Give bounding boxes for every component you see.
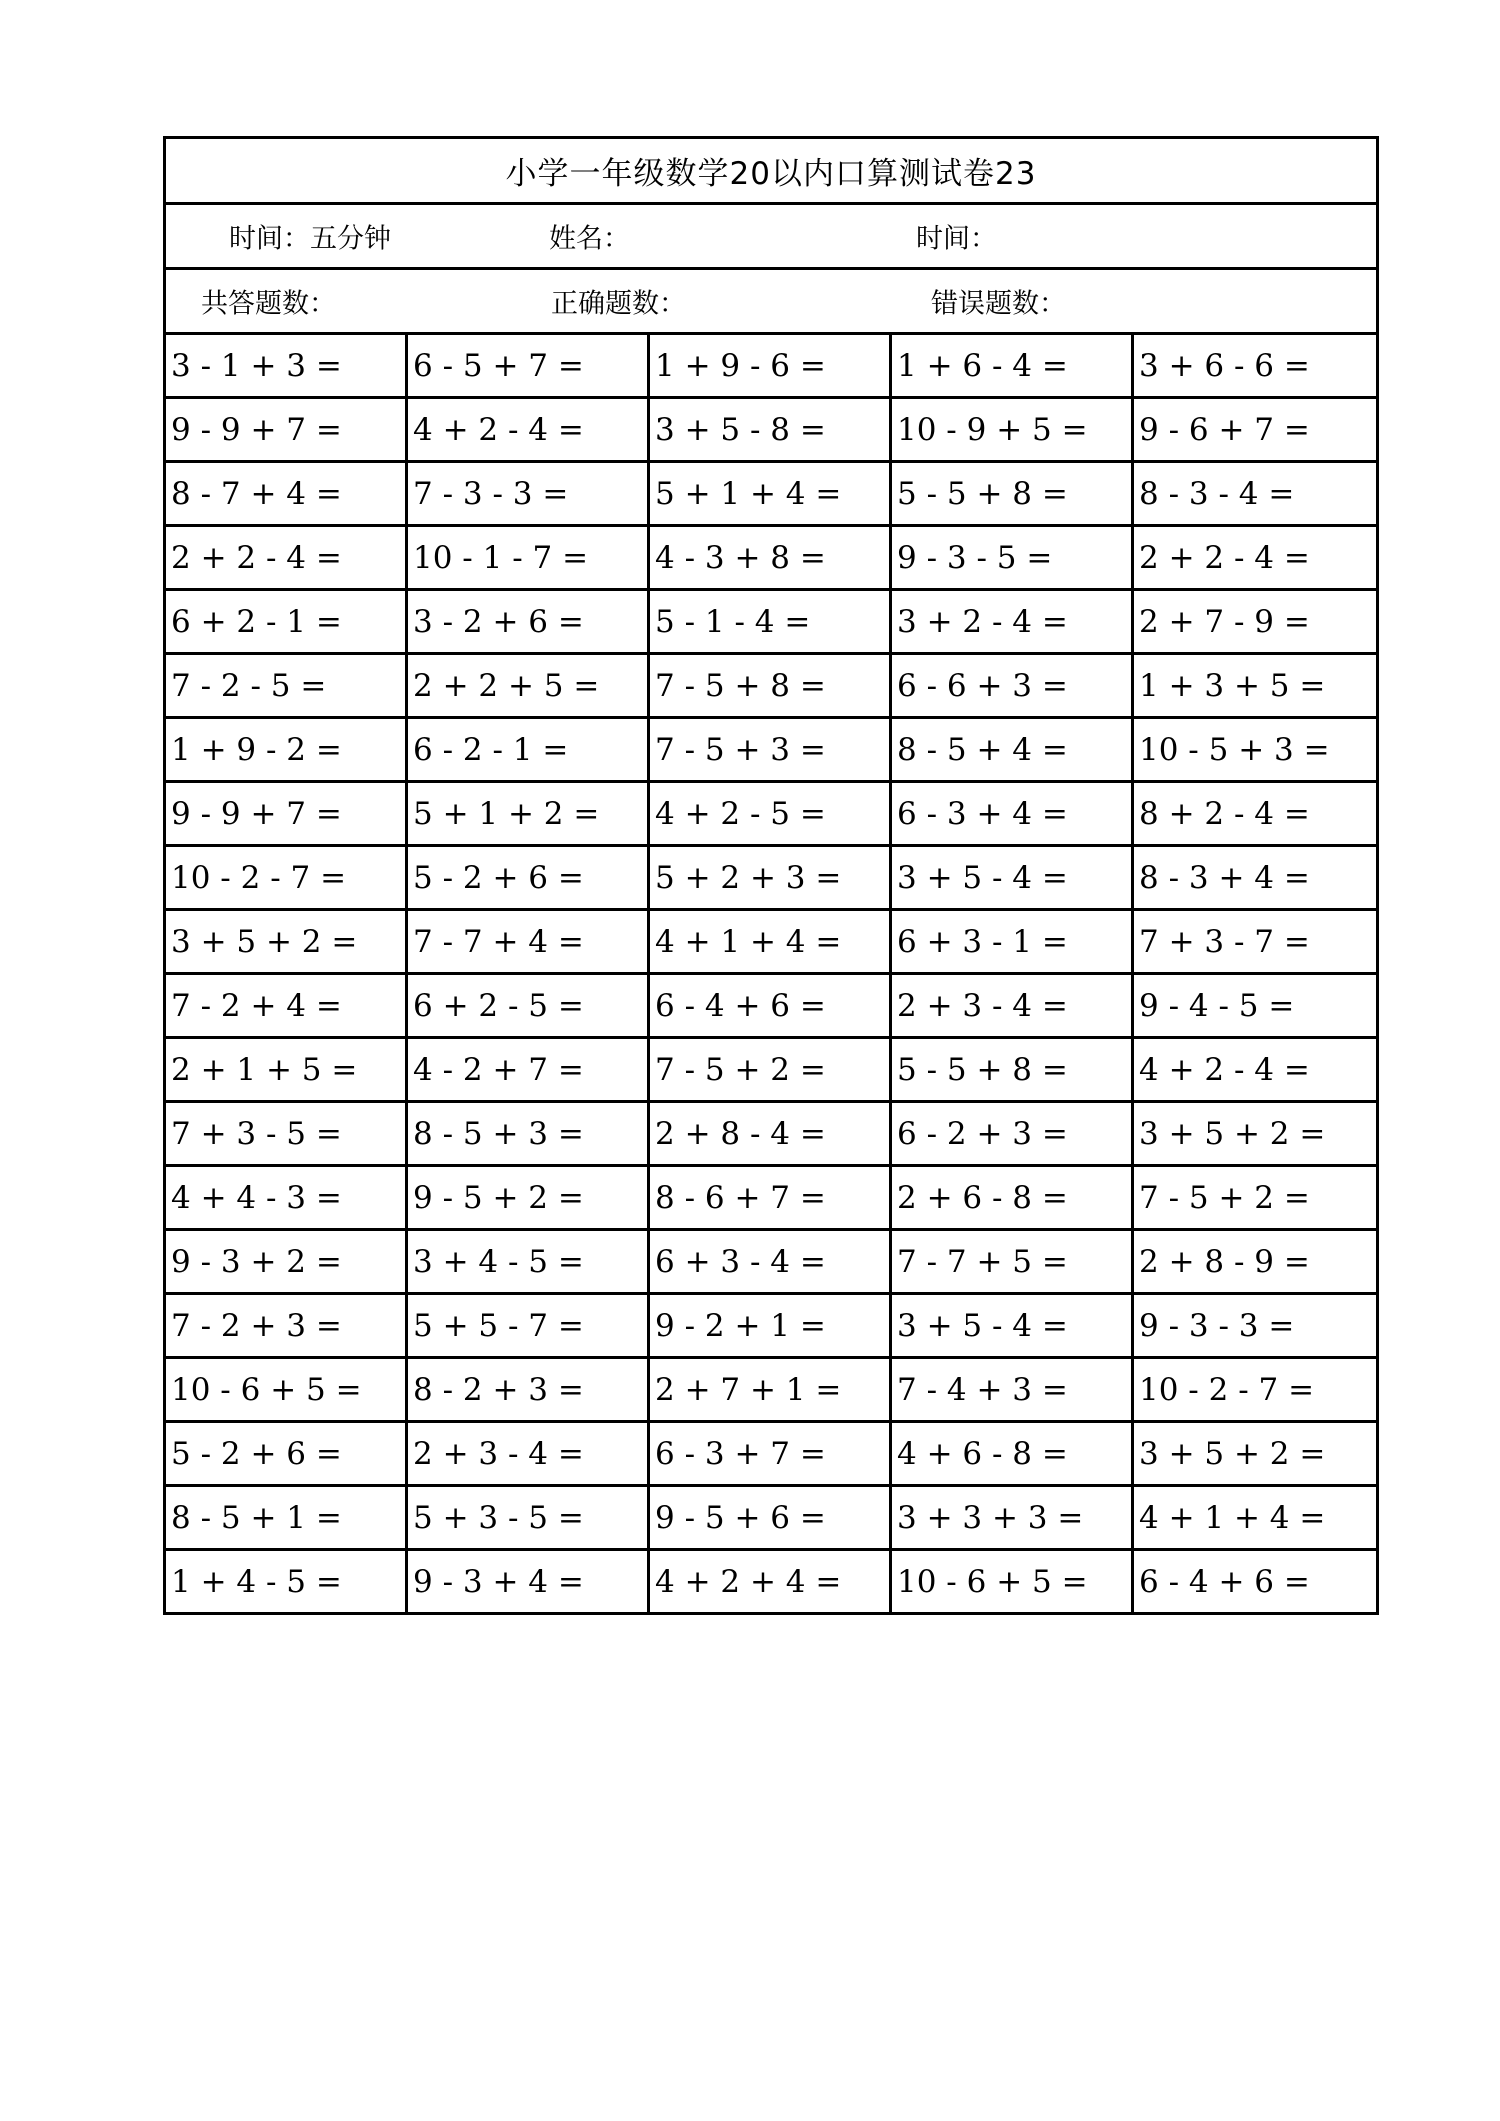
- problem-cell: 3 - 2 + 6 =: [408, 591, 650, 655]
- problem-cell: 6 + 2 - 5 =: [408, 975, 650, 1039]
- problem-cell: 7 + 3 - 7 =: [1134, 911, 1376, 975]
- problem-cell: 3 + 5 - 4 =: [892, 847, 1134, 911]
- problem-cell: 6 - 3 + 4 =: [892, 783, 1134, 847]
- problem-cell: 4 - 2 + 7 =: [408, 1039, 650, 1103]
- problem-cell: 7 - 2 - 5 =: [166, 655, 408, 719]
- problem-cell: 2 + 2 - 4 =: [166, 527, 408, 591]
- problem-cell: 4 + 2 - 4 =: [1134, 1039, 1376, 1103]
- problem-cell: 5 - 2 + 6 =: [408, 847, 650, 911]
- problem-cell: 2 + 3 - 4 =: [408, 1423, 650, 1487]
- problem-cell: 7 - 2 + 4 =: [166, 975, 408, 1039]
- time-field-label: 时间：: [916, 223, 997, 255]
- problem-cell: 10 - 6 + 5 =: [166, 1359, 408, 1423]
- problem-cell: 6 - 2 - 1 =: [408, 719, 650, 783]
- problem-cell: 10 - 1 - 7 =: [408, 527, 650, 591]
- problem-cell: 5 + 1 + 4 =: [650, 463, 892, 527]
- problem-cell: 3 + 6 - 6 =: [1134, 335, 1376, 399]
- name-field-label: 姓名：: [549, 223, 630, 255]
- problem-cell: 9 - 4 - 5 =: [1134, 975, 1376, 1039]
- problem-cell: 9 - 3 + 2 =: [166, 1231, 408, 1295]
- problem-cell: 8 - 6 + 7 =: [650, 1167, 892, 1231]
- problem-cell: 8 - 3 - 4 =: [1134, 463, 1376, 527]
- worksheet-title: 小学一年级数学20以内口算测试卷23: [166, 139, 1376, 205]
- problem-cell: 6 - 6 + 3 =: [892, 655, 1134, 719]
- problem-cell: 4 - 3 + 8 =: [650, 527, 892, 591]
- problem-cell: 10 - 2 - 7 =: [166, 847, 408, 911]
- problem-cell: 7 - 5 + 2 =: [1134, 1167, 1376, 1231]
- total-answered-label: 共答题数：: [201, 288, 336, 320]
- problem-cell: 2 + 7 + 1 =: [650, 1359, 892, 1423]
- problem-cell: 7 - 4 + 3 =: [892, 1359, 1134, 1423]
- problem-cell: 3 - 1 + 3 =: [166, 335, 408, 399]
- problem-cell: 7 - 7 + 5 =: [892, 1231, 1134, 1295]
- problem-cell: 7 + 3 - 5 =: [166, 1103, 408, 1167]
- problem-cell: 2 + 6 - 8 =: [892, 1167, 1134, 1231]
- problem-cell: 2 + 3 - 4 =: [892, 975, 1134, 1039]
- problem-cell: 10 - 9 + 5 =: [892, 399, 1134, 463]
- time-limit-label: 时间：五分钟: [229, 223, 391, 255]
- problem-cell: 6 - 2 + 3 =: [892, 1103, 1134, 1167]
- problem-cell: 2 + 7 - 9 =: [1134, 591, 1376, 655]
- problem-cell: 4 + 2 + 4 =: [650, 1551, 892, 1612]
- problem-cell: 4 + 2 - 4 =: [408, 399, 650, 463]
- problem-cell: 3 + 5 - 8 =: [650, 399, 892, 463]
- info-row-time-name: [166, 205, 1376, 270]
- problem-cell: 4 + 1 + 4 =: [650, 911, 892, 975]
- problem-cell: 9 - 3 - 3 =: [1134, 1295, 1376, 1359]
- problem-cell: 10 - 5 + 3 =: [1134, 719, 1376, 783]
- problem-cell: 9 - 5 + 2 =: [408, 1167, 650, 1231]
- problem-cell: 8 - 2 + 3 =: [408, 1359, 650, 1423]
- problem-cell: 1 + 9 - 2 =: [166, 719, 408, 783]
- problem-cell: 3 + 5 + 2 =: [1134, 1103, 1376, 1167]
- problem-cell: 3 + 5 + 2 =: [1134, 1423, 1376, 1487]
- problem-cell: 9 - 2 + 1 =: [650, 1295, 892, 1359]
- problem-cell: 5 + 3 - 5 =: [408, 1487, 650, 1551]
- problem-cell: 1 + 6 - 4 =: [892, 335, 1134, 399]
- problem-cell: 9 - 5 + 6 =: [650, 1487, 892, 1551]
- problem-cell: 3 + 4 - 5 =: [408, 1231, 650, 1295]
- problem-cell: 5 + 5 - 7 =: [408, 1295, 650, 1359]
- problem-cell: 2 + 1 + 5 =: [166, 1039, 408, 1103]
- problem-cell: 5 - 2 + 6 =: [166, 1423, 408, 1487]
- problem-cell: 9 - 3 - 5 =: [892, 527, 1134, 591]
- problem-cell: 6 - 5 + 7 =: [408, 335, 650, 399]
- problem-cell: 8 - 5 + 1 =: [166, 1487, 408, 1551]
- problem-cell: 7 - 3 - 3 =: [408, 463, 650, 527]
- problem-cell: 4 + 6 - 8 =: [892, 1423, 1134, 1487]
- problem-cell: 1 + 4 - 5 =: [166, 1551, 408, 1612]
- problem-cell: 8 - 5 + 3 =: [408, 1103, 650, 1167]
- problem-cell: 3 + 5 - 4 =: [892, 1295, 1134, 1359]
- problem-cell: 1 + 9 - 6 =: [650, 335, 892, 399]
- problem-cell: 7 - 5 + 3 =: [650, 719, 892, 783]
- wrong-count-label: 错误题数：: [931, 288, 1066, 320]
- problem-grid: [166, 335, 1376, 1612]
- problem-cell: 3 + 5 + 2 =: [166, 911, 408, 975]
- problem-cell: 3 + 3 + 3 =: [892, 1487, 1134, 1551]
- problem-cell: 2 + 8 - 4 =: [650, 1103, 892, 1167]
- problem-cell: 1 + 3 + 5 =: [1134, 655, 1376, 719]
- problem-cell: 2 + 2 + 5 =: [408, 655, 650, 719]
- problem-cell: 5 + 1 + 2 =: [408, 783, 650, 847]
- problem-cell: 9 - 3 + 4 =: [408, 1551, 650, 1612]
- problem-cell: 8 - 3 + 4 =: [1134, 847, 1376, 911]
- problem-cell: 5 - 5 + 8 =: [892, 1039, 1134, 1103]
- problem-cell: 5 - 1 - 4 =: [650, 591, 892, 655]
- problem-cell: 9 - 6 + 7 =: [1134, 399, 1376, 463]
- problem-cell: 9 - 9 + 7 =: [166, 399, 408, 463]
- problem-cell: 7 - 7 + 4 =: [408, 911, 650, 975]
- problem-cell: 5 + 2 + 3 =: [650, 847, 892, 911]
- problem-cell: 2 + 8 - 9 =: [1134, 1231, 1376, 1295]
- worksheet-table: [163, 136, 1379, 1615]
- problem-cell: 9 - 9 + 7 =: [166, 783, 408, 847]
- problem-cell: 7 - 2 + 3 =: [166, 1295, 408, 1359]
- problem-cell: 7 - 5 + 8 =: [650, 655, 892, 719]
- problem-cell: 8 + 2 - 4 =: [1134, 783, 1376, 847]
- problem-cell: 6 - 4 + 6 =: [1139, 1563, 1310, 1600]
- problem-cell: 4 + 4 - 3 =: [166, 1167, 408, 1231]
- problem-cell: 4 + 2 - 5 =: [650, 783, 892, 847]
- problem-cell: 4 + 1 + 4 =: [1134, 1487, 1376, 1551]
- problem-cell: 6 - 3 + 7 =: [650, 1423, 892, 1487]
- info-row-scores: [166, 270, 1376, 335]
- problem-cell: 5 - 5 + 8 =: [892, 463, 1134, 527]
- problem-cell: 8 - 7 + 4 =: [166, 463, 408, 527]
- correct-count-label: 正确题数：: [551, 288, 686, 320]
- problem-cell: 2 + 2 - 4 =: [1134, 527, 1376, 591]
- problem-cell: 6 + 3 - 4 =: [650, 1231, 892, 1295]
- problem-cell: 6 - 4 + 6 =: [650, 975, 892, 1039]
- problem-cell: 6 + 3 - 1 =: [892, 911, 1134, 975]
- problem-cell: 10 - 6 + 5 =: [892, 1551, 1134, 1612]
- problem-cell: 3 + 2 - 4 =: [892, 591, 1134, 655]
- problem-cell: 7 - 5 + 2 =: [650, 1039, 892, 1103]
- problem-cell: 6 + 2 - 1 =: [166, 591, 408, 655]
- problem-cell: 8 - 5 + 4 =: [892, 719, 1134, 783]
- problem-cell: 10 - 2 - 7 =: [1134, 1359, 1376, 1423]
